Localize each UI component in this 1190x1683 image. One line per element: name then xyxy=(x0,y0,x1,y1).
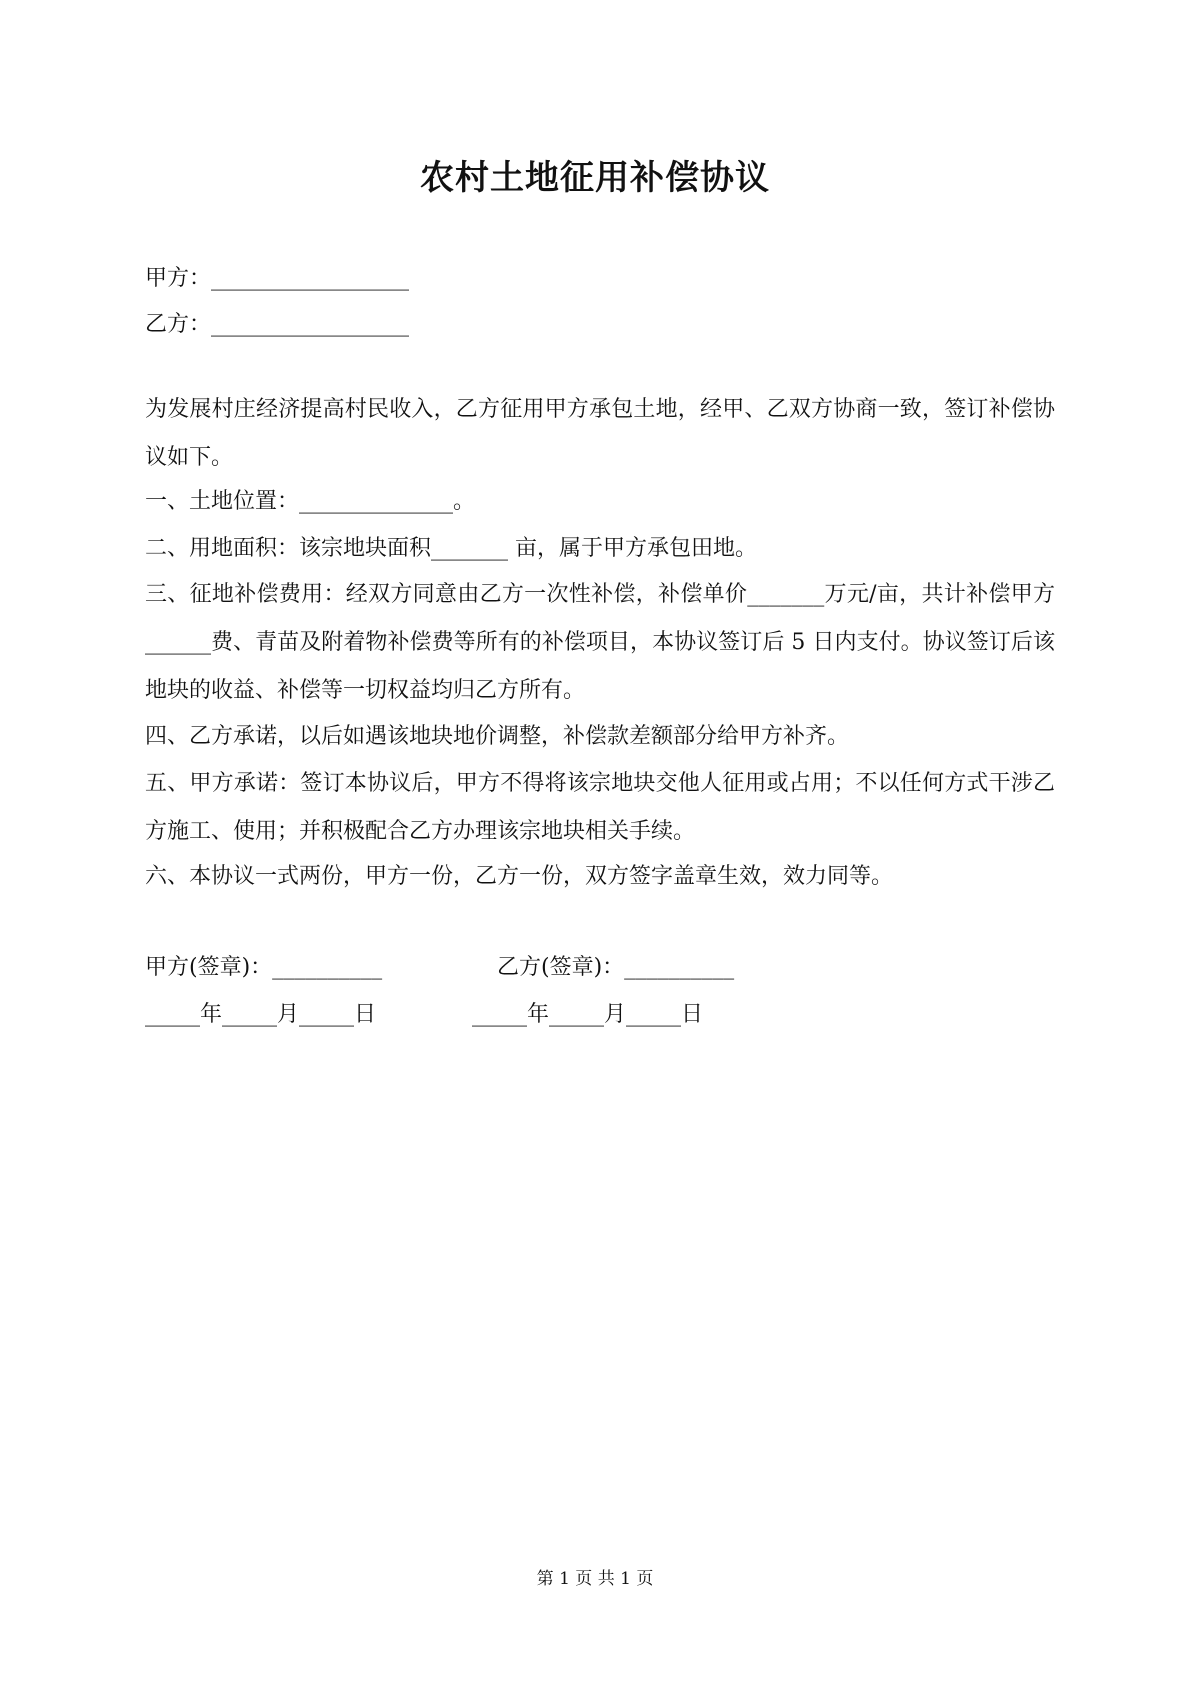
clause-4: 四、乙方承诺，以后如遇该地块地价调整，补偿款差额部分给甲方补齐。 xyxy=(145,724,850,749)
party-a-signature: 甲方(签章)：__________ xyxy=(145,955,383,980)
party-a-line: 甲方：__________________ xyxy=(145,266,410,291)
clause-6: 六、本协议一式两份，甲方一份，乙方一份，双方签字盖章生效，效力同等。 xyxy=(145,864,894,889)
party-a-date: _____年_____月_____日 xyxy=(145,1002,377,1027)
page-number: 第 1 页 共 1 页 xyxy=(536,1569,654,1589)
clause-3: 三、征地补偿费用：经双方同意由乙方一次性补偿，补偿单价_______万元/亩，共计补偿甲方______费、青苗及附着物补偿费等所有的补偿项目，本协议签订后 5 日内支付。协议签订后该地块的收益、补偿等一切权益均归乙方所有。 xyxy=(145,582,1055,703)
clause-5: 五、甲方承诺：签订本协议后，甲方不得将该宗地块交他人征用或占用；不以任何方式干涉乙方施工、使用；并积极配合乙方办理该宗地块相关手续。 xyxy=(145,771,1055,844)
clause-1: 一、土地位置：______________。 xyxy=(145,489,476,514)
document-title: 农村土地征用补偿协议 xyxy=(420,158,770,198)
party-b-signature: 乙方(签章)：__________ xyxy=(497,955,735,980)
party-b-line: 乙方：__________________ xyxy=(145,312,410,337)
intro-paragraph: 为发展村庄经济提高村民收入，乙方征用甲方承包土地，经甲、乙双方协商一致，签订补偿协议如下。 xyxy=(145,397,1055,470)
party-b-date: _____年_____月_____日 xyxy=(472,1002,704,1027)
clause-2: 二、用地面积：该宗地块面积_______ 亩，属于甲方承包田地。 xyxy=(145,536,757,561)
